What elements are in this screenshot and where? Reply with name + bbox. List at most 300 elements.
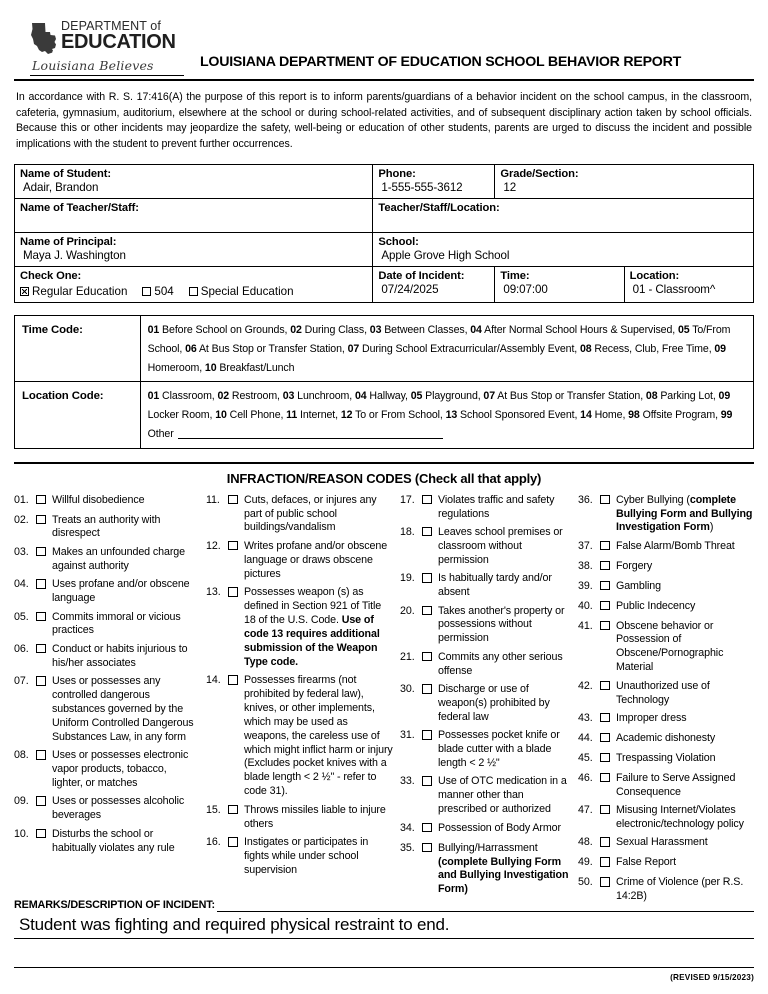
infraction-checkbox-wrap[interactable]: [422, 775, 438, 790]
infraction-checkbox-wrap[interactable]: [600, 804, 616, 819]
checkbox-icon[interactable]: [422, 606, 432, 616]
infraction-checkbox-wrap[interactable]: [36, 749, 52, 764]
code-text: Breakfast/Lunch: [216, 361, 295, 374]
infraction-item-label: Is habitually tardy and/or absent: [438, 572, 552, 599]
checkbox-icon[interactable]: [422, 776, 432, 786]
code-number: 07: [347, 342, 360, 355]
code-number: 10: [204, 361, 217, 374]
checkbox-icon[interactable]: [422, 652, 432, 662]
infraction-item-number: 33.: [400, 775, 415, 788]
infraction-item[interactable]: [206, 674, 394, 799]
checkbox-icon[interactable]: [189, 287, 198, 296]
checkbox-icon[interactable]: [600, 773, 610, 783]
logo-underline: [30, 75, 184, 76]
code-number: 10: [215, 409, 227, 422]
infraction-item[interactable]: [14, 828, 200, 856]
infraction-item[interactable]: [578, 732, 754, 747]
infraction-item[interactable]: [578, 752, 754, 767]
phone-cell: [373, 165, 495, 199]
time-code-label-cell: [15, 316, 141, 382]
infraction-item[interactable]: [14, 795, 200, 823]
infraction-item-label: Throws missiles liable to injure others: [244, 803, 386, 830]
logo-tagline: Louisiana Believes: [32, 58, 154, 73]
checkbox-icon[interactable]: [20, 287, 29, 296]
infraction-item[interactable]: [400, 729, 572, 771]
checkbox-icon[interactable]: [228, 805, 238, 815]
infraction-codes-grid: [14, 494, 754, 909]
infraction-item-number: 38.: [578, 559, 593, 572]
infraction-item-emphasis: (complete Bullying Form and Bullying Investigation Form): [438, 855, 569, 896]
infraction-column-3: [400, 494, 578, 902]
logo-department-text: DEPARTMENT of: [61, 19, 161, 33]
infraction-item-number: 15.: [206, 803, 221, 816]
checkbox-icon[interactable]: [422, 684, 432, 694]
table-row: [15, 267, 754, 303]
checkbox-icon[interactable]: [600, 581, 610, 591]
infraction-item[interactable]: [578, 600, 754, 615]
table-row: [15, 316, 754, 382]
remarks-section: [14, 899, 754, 982]
infraction-item[interactable]: [14, 611, 200, 639]
infraction-item-label: Possession of Body Armor: [438, 821, 561, 834]
student-info-table: [14, 164, 754, 303]
checkbox-icon[interactable]: [142, 287, 151, 296]
infraction-item-label: Possesses firearms (not prohibited by federal law), knives, or other implements, which may be used as weapons, the careless use of which might inflict harm or injury (Excludes pocket knives with a blade length < 2 ½" - refer to code 31).: [244, 674, 393, 798]
infraction-item-label: Uses or possesses alcoholic beverages: [52, 795, 185, 822]
checkbox-icon[interactable]: [600, 541, 610, 551]
infraction-checkbox-wrap[interactable]: [422, 494, 438, 509]
infraction-item[interactable]: [400, 605, 572, 647]
infraction-item-label: Cuts, defaces, or injures any part of public school buildings/vandalism: [244, 493, 377, 534]
infraction-checkbox-wrap[interactable]: [600, 712, 616, 727]
teacher-location-value[interactable]: [378, 214, 748, 215]
infraction-item[interactable]: [206, 586, 394, 669]
checkbox-icon[interactable]: [600, 753, 610, 763]
infraction-checkbox-wrap[interactable]: [600, 876, 616, 891]
infraction-item-label: Use of OTC medication in a manner other than prescribed or authorized: [438, 775, 567, 816]
infraction-item-number: 42.: [578, 679, 593, 692]
infraction-item-label: Sexual Harassment: [616, 836, 708, 849]
infraction-item-label: Commits immoral or vicious practices: [52, 610, 181, 637]
infraction-item-label: Makes an unfounded charge against authority: [52, 545, 185, 572]
page-title: LOUISIANA DEPARTMENT OF EDUCATION SCHOOL BEHAVIOR REPORT: [200, 54, 681, 70]
remarks-header-row: [14, 899, 754, 912]
infraction-checkbox-wrap[interactable]: [422, 572, 438, 587]
infraction-item-label: Gambling: [616, 579, 661, 592]
infraction-item-label: Crime of Violence (per R.S. 14:2B): [616, 876, 744, 902]
infraction-item[interactable]: [578, 560, 754, 575]
code-text: During School Extracurricular/Assembly Event,: [359, 342, 580, 355]
checkbox-icon[interactable]: [36, 829, 46, 839]
infraction-item-number: 17.: [400, 493, 415, 506]
table-row: [15, 233, 754, 267]
checkbox-icon[interactable]: [600, 857, 610, 867]
code-text: School Sponsored Event,: [457, 409, 581, 422]
infraction-item-label: Possesses pocket knife or blade cutter with a blade length < 2 ½": [438, 729, 560, 770]
code-number: 05: [410, 390, 423, 403]
code-text: Hallway,: [366, 390, 411, 403]
school-value[interactable]: Apple Grove High School: [381, 249, 510, 263]
phone-value[interactable]: 1-555-555-3612: [381, 181, 463, 195]
infraction-checkbox-wrap[interactable]: [36, 643, 52, 658]
checkbox-icon[interactable]: [228, 837, 238, 847]
option-504[interactable]: [142, 285, 173, 298]
infraction-checkbox-wrap[interactable]: [36, 546, 52, 561]
infraction-item-number: 06.: [14, 642, 29, 655]
checkbox-icon[interactable]: [36, 612, 46, 622]
infraction-item-number: 01.: [14, 493, 29, 506]
infraction-checkbox-wrap[interactable]: [36, 795, 52, 810]
time-cell: [495, 267, 624, 303]
code-number: 02: [290, 324, 302, 337]
infraction-checkbox-wrap[interactable]: [36, 578, 52, 593]
infraction-item-number: 44.: [578, 731, 593, 744]
infraction-item[interactable]: [400, 526, 572, 568]
teacher-name-cell: [15, 199, 373, 233]
code-legend-table: [14, 315, 754, 448]
code-number: 14: [580, 409, 592, 422]
infraction-item-label: Possesses weapon (s) as defined in Section 921 of Title 18 of the U.S. Code. Use of code 13 requires additional submission of the Weapon Type code.: [244, 586, 382, 668]
infraction-item-label: Violates traffic and safety regulations: [438, 493, 555, 520]
infraction-item[interactable]: [578, 804, 754, 832]
infraction-checkbox-wrap[interactable]: [36, 611, 52, 626]
code-number: 03: [282, 390, 295, 403]
infraction-checkbox-wrap[interactable]: [600, 772, 616, 787]
infraction-checkbox-wrap[interactable]: [36, 828, 52, 843]
infraction-item[interactable]: [578, 494, 754, 536]
infraction-item[interactable]: [206, 540, 394, 582]
infraction-item[interactable]: [578, 856, 754, 871]
infraction-checkbox-wrap[interactable]: [36, 514, 52, 529]
option-label: Special Education: [200, 285, 294, 299]
remarks-rule-top: [217, 900, 754, 912]
louisiana-state-outline-icon: [30, 22, 60, 56]
infraction-checkbox-wrap[interactable]: [422, 651, 438, 666]
infraction-item[interactable]: [578, 580, 754, 595]
infraction-item-number: 37.: [578, 539, 593, 552]
checkbox-icon[interactable]: [600, 837, 610, 847]
infraction-checkbox-wrap[interactable]: [600, 752, 616, 767]
infraction-checkbox-wrap[interactable]: [228, 494, 244, 509]
code-number: 04: [470, 324, 482, 337]
check-one-label: Check One:: [20, 270, 82, 283]
infraction-item-label: Uses profane and/or obscene language: [52, 578, 190, 605]
infraction-item[interactable]: [14, 749, 200, 791]
infraction-item[interactable]: [206, 836, 394, 878]
code-text: Internet,: [297, 409, 341, 422]
infraction-item-label: Commits any other serious offense: [438, 650, 563, 677]
code-number: 04: [354, 390, 367, 403]
infraction-checkbox-wrap[interactable]: [600, 494, 616, 509]
date-of-incident-label: Date of Incident:: [378, 270, 465, 283]
infraction-item-number: 46.: [578, 771, 593, 784]
infraction-checkbox-wrap[interactable]: [600, 580, 616, 595]
infraction-item-number: 30.: [400, 683, 415, 696]
code-text: At Bus Stop or Transfer Station,: [196, 342, 348, 355]
infraction-item-label: Takes another's property or possessions without permission: [438, 604, 565, 645]
infraction-item-number: 48.: [578, 836, 593, 849]
infraction-item[interactable]: [578, 540, 754, 555]
infraction-checkbox-wrap[interactable]: [422, 729, 438, 744]
code-text: Homeroom,: [147, 361, 205, 374]
code-number: 99: [720, 409, 733, 422]
infraction-item-number: 45.: [578, 751, 593, 764]
checkbox-icon[interactable]: [36, 796, 46, 806]
code-number: 98: [628, 409, 640, 422]
code-text: Between Classes,: [381, 324, 471, 337]
checkbox-icon[interactable]: [228, 495, 238, 505]
infraction-checkbox-wrap[interactable]: [228, 586, 244, 601]
code-number: 13: [445, 409, 458, 422]
code-text: Lunchroom,: [294, 390, 355, 403]
checkbox-icon[interactable]: [600, 621, 610, 631]
infraction-item-label: Misusing Internet/Violates electronic/technology policy: [616, 803, 744, 830]
infraction-item-label: Obscene behavior or Possession of Obscene/Pornographic Material: [616, 619, 724, 674]
checkbox-icon[interactable]: [422, 573, 432, 583]
infraction-item-number: 40.: [578, 599, 593, 612]
option-regular-education[interactable]: [20, 285, 127, 298]
header-divider: [14, 79, 754, 81]
code-number: 03: [369, 324, 382, 337]
date-of-incident-value[interactable]: 07/24/2025: [381, 283, 439, 297]
infraction-item[interactable]: [578, 620, 754, 676]
infraction-item-label: Uses or possesses any controlled dangerous substances governed by the Uniform Controlled Dangerous Substances Law, in any form: [52, 675, 194, 743]
school-cell: [373, 233, 754, 267]
infraction-checkbox-wrap[interactable]: [600, 560, 616, 575]
code-number: 07: [483, 390, 496, 403]
grade-section-value[interactable]: 12: [503, 181, 517, 195]
option-label: Regular Education: [32, 285, 128, 299]
infraction-section-title: INFRACTION/REASON CODES (Check all that apply): [226, 470, 542, 486]
infraction-checkbox-wrap[interactable]: [422, 822, 438, 837]
code-number: 09: [714, 342, 726, 355]
principal-name-value[interactable]: Maya J. Washington: [23, 249, 126, 263]
table-row: [15, 199, 754, 233]
infraction-item-emphasis: Use of code 13 requires additional submission of the Weapon Type code.: [244, 613, 380, 668]
infraction-item[interactable]: [578, 712, 754, 727]
logo-education-text: EDUCATION: [61, 30, 176, 53]
student-name-label: Name of Student:: [20, 168, 112, 181]
infraction-item[interactable]: [400, 651, 572, 679]
location-code-label-cell: [15, 382, 141, 448]
infraction-item-number: 20.: [400, 604, 415, 617]
infraction-checkbox-wrap[interactable]: [600, 836, 616, 851]
checkbox-icon[interactable]: [600, 877, 610, 887]
infraction-checkbox-wrap[interactable]: [600, 856, 616, 871]
infraction-item-number: 10.: [14, 827, 29, 840]
checkbox-icon[interactable]: [600, 733, 610, 743]
infraction-item[interactable]: [400, 494, 572, 522]
checkbox-icon[interactable]: [422, 527, 432, 537]
checkbox-icon[interactable]: [228, 541, 238, 551]
infraction-checkbox-wrap[interactable]: [36, 494, 52, 509]
infraction-item[interactable]: [578, 836, 754, 851]
infraction-item-label: Trespassing Violation: [616, 751, 716, 764]
infraction-item-label: Writes profane and/or obscene language or draws obscene pictures: [244, 539, 388, 580]
school-label: School:: [378, 236, 419, 249]
infraction-item[interactable]: [14, 578, 200, 606]
checkbox-icon[interactable]: [422, 495, 432, 505]
checkbox-icon[interactable]: [422, 843, 432, 853]
infraction-item[interactable]: [400, 842, 572, 898]
education-type-options: [20, 282, 367, 298]
code-text: Other: [147, 427, 177, 440]
location-value[interactable]: 01 - Classroom^: [632, 283, 716, 297]
infraction-item[interactable]: [206, 804, 394, 832]
infraction-item[interactable]: [578, 680, 754, 708]
infraction-item[interactable]: [400, 775, 572, 817]
infraction-item-number: 34.: [400, 821, 415, 834]
remarks-value[interactable]: Student was fighting and required physical restraint to end.: [14, 912, 754, 939]
infraction-checkbox-wrap[interactable]: [422, 842, 438, 857]
infraction-item-number: 49.: [578, 856, 593, 869]
infraction-item-label: Forgery: [616, 559, 653, 572]
infraction-item-number: 21.: [400, 650, 415, 663]
infraction-item[interactable]: [578, 772, 754, 800]
student-name-value[interactable]: Adair, Brandon: [23, 181, 99, 195]
location-label: Location:: [629, 270, 680, 283]
remarks-label: REMARKS/DESCRIPTION OF INCIDENT:: [14, 899, 215, 912]
checkbox-icon[interactable]: [36, 676, 46, 686]
infraction-item[interactable]: [400, 822, 572, 837]
checkbox-icon[interactable]: [422, 823, 432, 833]
infraction-column-1: [14, 494, 206, 860]
infraction-checkbox-wrap[interactable]: [228, 836, 244, 851]
code-text: Cell Phone,: [226, 409, 287, 422]
infraction-checkbox-wrap[interactable]: [36, 675, 52, 690]
infraction-checkbox-wrap[interactable]: [228, 674, 244, 689]
infraction-checkbox-wrap[interactable]: [600, 732, 616, 747]
infraction-item-label: Academic dishonesty: [616, 731, 716, 744]
code-text: Before School on Grounds,: [159, 324, 291, 337]
code-number: 06: [185, 342, 197, 355]
infraction-item[interactable]: [400, 683, 572, 725]
infraction-item-number: 19.: [400, 572, 415, 585]
revised-date: (REVISED 9/15/2023): [670, 973, 754, 982]
time-code-label: Time Code:: [22, 324, 83, 337]
infraction-checkbox-wrap[interactable]: [422, 605, 438, 620]
date-of-incident-cell: [373, 267, 495, 303]
checkbox-icon[interactable]: [600, 601, 610, 611]
teacher-location-cell: [373, 199, 754, 233]
infraction-item-number: 50.: [578, 876, 593, 889]
infraction-checkbox-wrap[interactable]: [228, 540, 244, 555]
infraction-item-label: Leaves school premises or classroom without permission: [438, 525, 563, 566]
infraction-item[interactable]: [14, 643, 200, 671]
code-text: Recess, Club, Free Time,: [591, 342, 715, 355]
checkbox-icon[interactable]: [600, 805, 610, 815]
infraction-item-number: 04.: [14, 578, 29, 591]
infraction-item-number: 07.: [14, 675, 29, 688]
infraction-item-number: 12.: [206, 539, 221, 552]
infraction-checkbox-wrap[interactable]: [422, 683, 438, 698]
option-label: 504: [154, 285, 174, 299]
infraction-item-number: 39.: [578, 579, 593, 592]
code-number: 01: [147, 390, 160, 403]
checkbox-icon[interactable]: [600, 713, 610, 723]
checkbox-icon[interactable]: [36, 750, 46, 760]
checkbox-icon[interactable]: [228, 675, 238, 685]
infraction-item-label: Willful disobedience: [52, 493, 145, 506]
location-code-list: [148, 390, 733, 439]
time-value[interactable]: 09:07:00: [503, 283, 548, 297]
teacher-name-value[interactable]: [20, 214, 367, 215]
code-text: To or From School,: [352, 409, 446, 422]
infraction-item-number: 36.: [578, 493, 593, 506]
checkbox-icon[interactable]: [36, 644, 46, 654]
checkbox-icon[interactable]: [36, 579, 46, 589]
infraction-item[interactable]: [206, 494, 394, 536]
infraction-item[interactable]: [14, 494, 200, 509]
other-location-blank-line[interactable]: [178, 438, 443, 439]
infraction-item-label: Uses or possesses electronic vapor products, tobacco, lighter, or matches: [52, 749, 189, 789]
infraction-item-label: Disturbs the school or habitually violates any rule: [52, 827, 175, 854]
time-code-list-cell: [140, 316, 753, 382]
checkbox-icon[interactable]: [36, 547, 46, 557]
infraction-item[interactable]: [14, 546, 200, 574]
time-label: Time:: [500, 270, 530, 283]
infraction-item[interactable]: [14, 675, 200, 745]
infraction-item-number: 08.: [14, 749, 29, 762]
infraction-item-number: 47.: [578, 803, 593, 816]
infraction-item-label: Treats an authority with disrespect: [52, 513, 161, 540]
check-one-cell: [15, 267, 373, 303]
code-text: Restroom,: [229, 390, 283, 403]
code-number: 11: [286, 409, 298, 422]
infraction-item-number: 13.: [206, 586, 221, 599]
page-header: [14, 10, 754, 76]
checkbox-icon[interactable]: [600, 495, 610, 505]
code-number: 05: [677, 324, 690, 337]
infraction-checkbox-wrap[interactable]: [600, 540, 616, 555]
infraction-item[interactable]: [14, 514, 200, 542]
infraction-checkbox-wrap[interactable]: [600, 620, 616, 635]
code-text: After Normal School Hours & Supervised,: [481, 324, 678, 337]
infraction-item[interactable]: [400, 572, 572, 600]
code-text: At Bus Stop or Transfer Station,: [495, 390, 646, 403]
intro-paragraph: In accordance with R. S. 17:416(A) the purpose of this report is to inform parents/guardians of a behavior incident on the school campus, in the classroom, cafeteria, gymnasium, auditorium, elsewhere at the school or during school-related activities, and of subsequent disciplinary action taken by school officials. Because this or other incidents may jeopardize the safety, well-being or education of other students, parents are urged to discuss the incident and possible implications with the student to prevent further occurrences.: [16, 91, 752, 150]
infraction-checkbox-wrap[interactable]: [422, 526, 438, 541]
infraction-item-label: Cyber Bullying (complete Bullying Form and Bullying Investigation Form): [616, 493, 753, 534]
infraction-item-label: Unauthorized use of Technology: [616, 679, 710, 706]
infraction-checkbox-wrap[interactable]: [600, 680, 616, 695]
infraction-item-label: Conduct or habits injurious to his/her associates: [52, 642, 188, 669]
checkbox-icon[interactable]: [422, 730, 432, 740]
checkbox-icon[interactable]: [228, 587, 238, 597]
checkbox-icon[interactable]: [600, 561, 610, 571]
location-code-list-cell: [140, 382, 753, 448]
code-number: 12: [340, 409, 353, 422]
checkbox-icon[interactable]: [600, 681, 610, 691]
infraction-checkbox-wrap[interactable]: [228, 804, 244, 819]
checkbox-icon[interactable]: [36, 515, 46, 525]
infraction-item-number: 31.: [400, 729, 415, 742]
infraction-checkbox-wrap[interactable]: [600, 600, 616, 615]
principal-name-label: Name of Principal:: [20, 236, 117, 249]
infraction-item-label: Instigates or participates in fights while under school supervision: [244, 836, 369, 876]
student-name-cell: [15, 165, 373, 199]
grade-section-cell: [495, 165, 754, 199]
phone-label: Phone:: [378, 168, 416, 181]
option-special-education[interactable]: [189, 285, 294, 298]
infraction-item-number: 18.: [400, 525, 415, 538]
infraction-item-number: 14.: [206, 674, 221, 687]
checkbox-icon[interactable]: [36, 495, 46, 505]
code-number: 01: [147, 324, 160, 337]
remarks-second-line[interactable]: [14, 939, 754, 968]
infraction-item-number: 43.: [578, 711, 593, 724]
infraction-item-number: 16.: [206, 836, 221, 848]
